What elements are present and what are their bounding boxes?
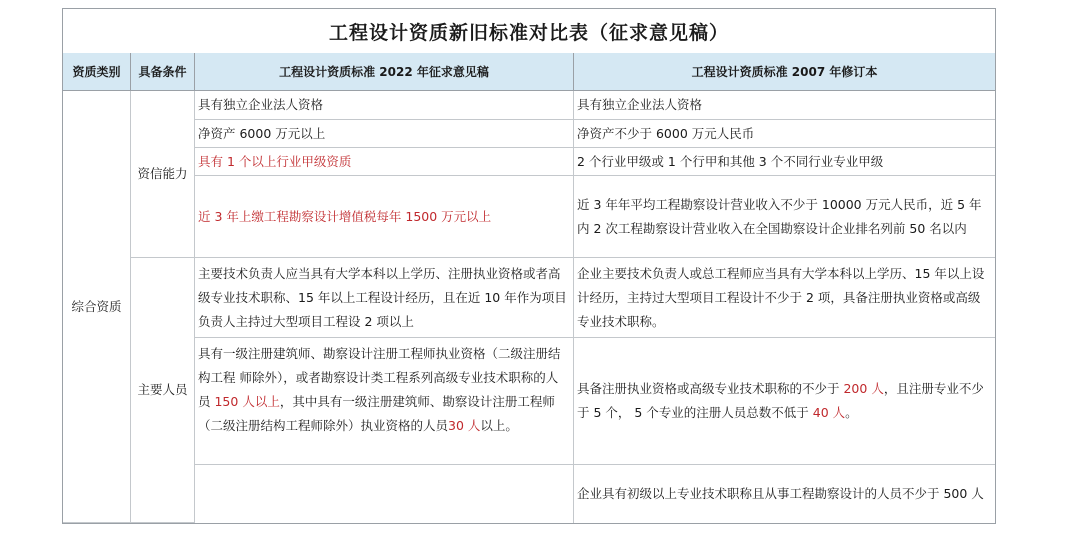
group-key-personnel: 主要人员 <box>131 258 195 523</box>
group-credit-capacity: 资信能力 <box>131 91 195 258</box>
row7-old: 企业具有初级以上专业技术职称且从事工程勘察设计的人员不少于 500 人 <box>577 486 984 501</box>
row3-old: 2 个行业甲级或 1 个行甲和其他 3 个不同行业专业甲级 <box>574 148 995 176</box>
header-new-standard: 工程设计资质标准 2022 年征求意见稿 <box>195 53 574 91</box>
row4-old: 近 3 年年平均工程勘察设计营业收入不少于 10000 万元人民币，近 5 年内 2 次工程勘察设计营业收入在全国勘察设计企业排名列前 50 名以内 <box>574 176 995 258</box>
row4-new: 近 3 年上缴工程勘察设计增值税每年 1500 万元以上 <box>195 176 574 258</box>
row6-new-highlight-150: 150 人以上 <box>214 394 280 409</box>
row6-new-text-c: ，其中具有一级注册建筑师、勘察设计注册工程师（二级注册结构工程师除外）执业资格的人员 <box>198 394 555 433</box>
category-cell: 综合资质 <box>63 91 131 523</box>
table-title: 工程设计资质新旧标准对比表（征求意见稿） <box>63 9 995 54</box>
row6-old-text-e: 。 <box>845 405 858 420</box>
row5-new: 主要技术负责人应当具有大学本科以上学历、注册执业资格或者高级专业技术职称、15 年以上工程设计经历，且在近 10 年作为项目负责人主持过大型项目工程设 2 项以上 <box>195 258 574 338</box>
row6-old <box>574 338 995 465</box>
row6-old-text-c: ，且注册专业不少于 5 个， 5 个专业的注册人员总数不低于 <box>577 381 984 420</box>
row2-new: 净资产 6000 万元以上 <box>195 120 574 148</box>
row6-new-text-a: 具有一级注册建筑师、勘察设计注册工程师执业资格（二级注册结构工程 师除外），或者勘察设计类工程系列高级专业技术职称的人员 <box>198 346 561 409</box>
header-old-standard: 工程设计资质标准 2007 年修订本 <box>574 53 995 91</box>
header-category: 资质类别 <box>63 53 131 91</box>
row6-new <box>195 338 574 465</box>
row6-old-highlight-200: 200 人 <box>843 381 884 396</box>
row2-old: 净资产不少于 6000 万元人民币 <box>574 120 995 148</box>
row1-old: 具有独立企业法人资格 <box>574 91 995 120</box>
header-condition: 具备条件 <box>131 53 195 91</box>
row5-old: 企业主要技术负责人或总工程师应当具有大学本科以上学历、15 年以上设计经历，主持过大型项目工程设计不少于 2 项，具备注册执业资格或高级专业技术职称。 <box>574 258 995 338</box>
row6-old-highlight-40: 40 人 <box>812 405 846 420</box>
row7-new <box>195 465 574 523</box>
row6-new-text-e: 以上。 <box>480 418 518 433</box>
comparison-table <box>62 8 996 524</box>
row6-old-text-a: 具备注册执业资格或高级专业技术职称的不少于 <box>577 381 844 396</box>
row3-new: 具有 1 个以上行业甲级资质 <box>195 148 574 176</box>
row1-new: 具有独立企业法人资格 <box>195 91 574 120</box>
row6-new-highlight-30: 30 人 <box>448 418 481 433</box>
